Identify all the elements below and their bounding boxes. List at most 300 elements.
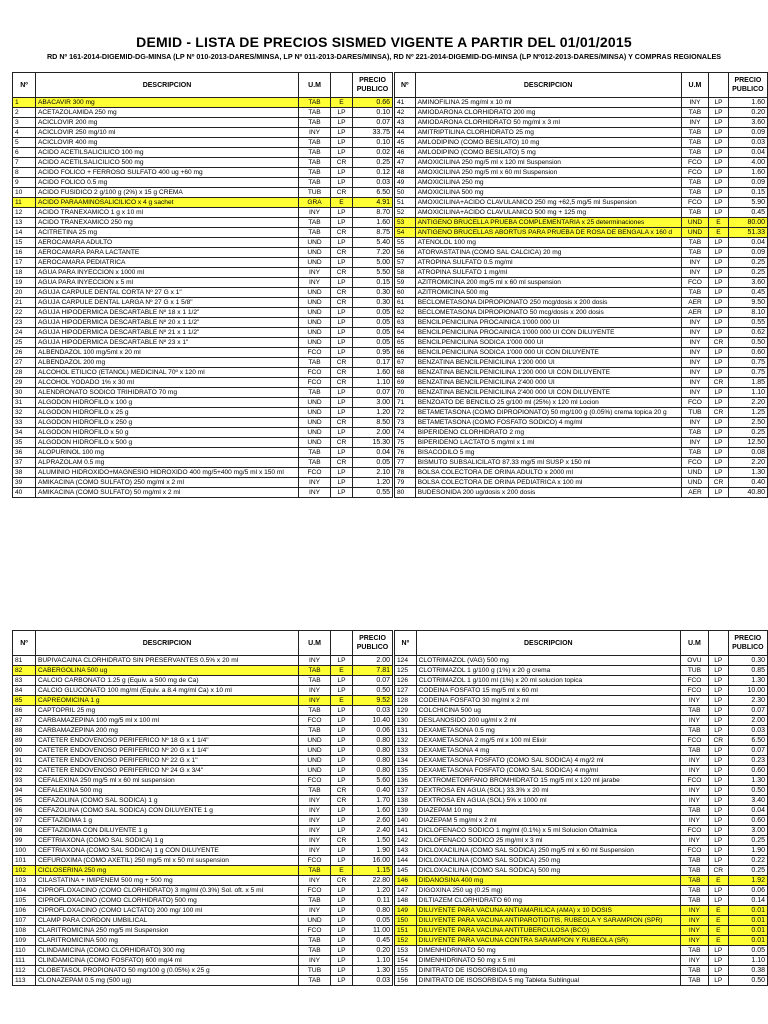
row-type: LP <box>708 896 728 906</box>
table-row <box>395 726 768 736</box>
table-row <box>395 836 768 846</box>
row-price: 2.20 <box>728 398 767 408</box>
row-number: 89 <box>13 736 36 746</box>
row-description: CLOTRIMAZOL 1 g/100 g (1%) x 20 g crema <box>416 666 680 676</box>
row-type: LP <box>331 846 353 856</box>
row-unit: UND <box>299 288 331 298</box>
row-number: 12 <box>13 208 36 218</box>
row-unit: UND <box>299 916 331 926</box>
row-unit: TUB <box>681 408 709 418</box>
table-row <box>395 926 768 936</box>
table-row <box>13 168 393 178</box>
row-unit: UND <box>299 328 331 338</box>
row-number: 55 <box>395 238 416 248</box>
table-row <box>395 338 768 348</box>
table-row <box>13 686 393 696</box>
row-unit: INY <box>299 876 331 886</box>
row-number: 130 <box>395 716 417 726</box>
table-row <box>13 368 393 378</box>
row-number: 100 <box>13 846 36 856</box>
row-description: DEXAMETASONA 0.5 mg <box>416 726 680 736</box>
row-unit: TAB <box>681 188 709 198</box>
row-type: CR <box>331 418 353 428</box>
row-description: AGUA PARA INYECCION x 5 ml <box>36 278 299 288</box>
row-description: BUDESONIDA 200 ug/dosis x 200 dosis <box>415 488 681 498</box>
row-description: CEFUROXIMA (COMO AXETIL) 250 mg/5 ml x 50 ml suspension <box>36 856 299 866</box>
row-unit: TAB <box>680 726 708 736</box>
row-description: BECLOMETASONA DIPROPIONATO 50 mcg/dosis x 200 dosis <box>415 308 681 318</box>
row-type: E <box>331 198 353 208</box>
row-unit: TAB <box>680 896 708 906</box>
row-unit: INY <box>299 128 331 138</box>
row-number: 26 <box>13 348 36 358</box>
row-unit: FCO <box>681 458 709 468</box>
row-price: 0.66 <box>353 98 393 108</box>
row-unit: TAB <box>299 976 331 986</box>
row-unit: FCO <box>680 686 708 696</box>
row-type: LP <box>331 468 353 478</box>
table-row <box>13 398 393 408</box>
row-unit: TAB <box>680 746 708 756</box>
row-price: 1.90 <box>353 846 393 856</box>
row-unit: TAB <box>299 358 331 368</box>
row-description: CEFTAZIDIMA CON DILUYENTE 1 g <box>36 826 299 836</box>
row-price: 0.03 <box>353 178 393 188</box>
row-number: 104 <box>13 886 36 896</box>
row-unit: FCO <box>299 716 331 726</box>
row-price: 1.60 <box>728 168 767 178</box>
row-unit: TAB <box>681 288 709 298</box>
row-price: 0.01 <box>728 926 767 936</box>
row-unit: INY <box>681 328 709 338</box>
row-number: 4 <box>13 128 36 138</box>
row-number: 56 <box>395 248 416 258</box>
row-type: CR <box>331 876 353 886</box>
row-number: 30 <box>13 388 36 398</box>
row-price: 4.00 <box>728 158 767 168</box>
row-description: BENCILPENICILINA SODICA 1'000 000 UI CON DILUYENTE <box>415 348 681 358</box>
row-description: DINITRATO DE ISOSORBIDA 10 mg <box>416 966 680 976</box>
row-type: LP <box>331 716 353 726</box>
row-description: AMIKACINA (COMO SULFATO) 50 mg/ml x 2 ml <box>36 488 299 498</box>
row-unit: TAB <box>299 108 331 118</box>
table-row <box>13 158 393 168</box>
row-type: LP <box>708 886 728 896</box>
document-subtitle: RD Nº 161-2014-DIGEMID-DG-MINSA (LP Nº 010-2013-DARES/MINSA, LP Nº 011-2013-DARES/MINSA), RD Nº 221-2014-DIGEMID-DG-MINSA (LP Nº012-2013-DARES/MINSA) Y COMPRAS REGIONALES <box>46 52 722 61</box>
table-row <box>395 816 768 826</box>
row-description: DEXTROMETORFANO BROMHIDRATO 15 mg/5 ml x 120 ml jarabe <box>416 776 680 786</box>
row-type: LP <box>331 108 353 118</box>
row-unit: TAB <box>680 886 708 896</box>
row-unit: INY <box>680 956 708 966</box>
col-header-um: U.M <box>299 631 331 656</box>
row-unit: UND <box>299 258 331 268</box>
table-row <box>13 836 393 846</box>
row-price: 1.60 <box>353 218 393 228</box>
row-price: 0.25 <box>728 428 767 438</box>
row-type: LP <box>709 488 729 498</box>
row-type: LP <box>708 846 728 856</box>
table-row <box>13 448 393 458</box>
row-type: LP <box>331 706 353 716</box>
row-unit: FCO <box>680 776 708 786</box>
col-header-price <box>728 73 767 98</box>
row-number: 141 <box>395 826 417 836</box>
row-type: LP <box>709 168 729 178</box>
table-row <box>395 488 768 498</box>
row-unit: AER <box>681 308 709 318</box>
table-row <box>13 806 393 816</box>
row-price: 0.12 <box>353 168 393 178</box>
row-description: AMIODARONA CLORHIDRATO 200 mg <box>415 108 681 118</box>
row-type: LP <box>331 946 353 956</box>
row-type: LP <box>709 398 729 408</box>
table-row <box>13 418 393 428</box>
row-price: 2.50 <box>728 418 767 428</box>
row-number: 95 <box>13 796 36 806</box>
row-number: 154 <box>395 956 417 966</box>
row-price: 0.62 <box>728 328 767 338</box>
row-number: 45 <box>395 138 416 148</box>
row-description: BOLSA COLECTORA DE ORINA ADULTO x 2000 ml <box>415 468 681 478</box>
row-unit: UND <box>299 248 331 258</box>
row-description: CEFTRIAXONA (COMO SAL SODICA) 1 g CON DILUYENTE <box>36 846 299 856</box>
table-row <box>395 348 768 358</box>
col-header-um: U.M <box>681 73 709 98</box>
col-header-um: U.M <box>680 631 708 656</box>
row-number: 15 <box>13 238 36 248</box>
row-type: LP <box>331 448 353 458</box>
row-type: LP <box>709 388 729 398</box>
row-description: CARBAMAZEPINA 200 mg <box>36 726 299 736</box>
row-description: ALENDRONATO SODICO TRIHIDRATO 70 mg <box>36 388 299 398</box>
row-number: 96 <box>13 806 36 816</box>
row-description: BUPIVACAINA CLORHIDRATO SIN PRESERVANTES 0.5% x 20 ml <box>36 656 299 666</box>
row-description: CLOBETASOL PROPIONATO 50 mg/100 g (0.05%) x 25 g <box>36 966 299 976</box>
table-row <box>13 886 393 896</box>
row-number: 152 <box>395 936 417 946</box>
row-type: CR <box>331 248 353 258</box>
row-number: 151 <box>395 926 417 936</box>
row-number: 112 <box>13 966 36 976</box>
row-unit: UND <box>299 238 331 248</box>
row-price: 5.00 <box>353 258 393 268</box>
row-type: CR <box>331 786 353 796</box>
row-number: 126 <box>395 676 417 686</box>
row-type: LP <box>331 318 353 328</box>
row-type: LP <box>708 716 728 726</box>
row-number: 60 <box>395 288 416 298</box>
row-type: E <box>708 906 728 916</box>
row-description: AGUJA HIPODERMICA DESCARTABLE Nº 18 x 1 1/2" <box>36 308 299 318</box>
row-type: LP <box>331 656 353 666</box>
row-description: ACIDO ACETILSALICILICO 100 mg <box>36 148 299 158</box>
table-row <box>13 876 393 886</box>
table-row <box>13 278 393 288</box>
row-number: 21 <box>13 298 36 308</box>
row-description: CEFAZOLINA (COMO SAL SODICA) CON DILUYENTE 1 g <box>36 806 299 816</box>
row-number: 69 <box>395 378 416 388</box>
row-price: 1.60 <box>353 806 393 816</box>
row-type: LP <box>708 976 728 986</box>
table-row <box>395 478 768 488</box>
row-price: 0.02 <box>353 148 393 158</box>
row-unit: FCO <box>299 886 331 896</box>
row-price: 0.25 <box>353 158 393 168</box>
row-type: LP <box>708 756 728 766</box>
table-row <box>13 746 393 756</box>
row-price: 1.10 <box>728 388 767 398</box>
row-description: ACITRETINA 25 mg <box>36 228 299 238</box>
row-type: LP <box>331 826 353 836</box>
col-header-price-line2: PUBLICO <box>732 644 764 651</box>
row-description: COLCHICINA 500 ug <box>416 706 680 716</box>
row-type: CR <box>331 188 353 198</box>
row-unit: FCO <box>681 158 709 168</box>
table-row <box>13 238 393 248</box>
table-row <box>395 776 768 786</box>
row-number: 127 <box>395 686 417 696</box>
table-row <box>13 188 393 198</box>
row-unit: INY <box>299 836 331 846</box>
row-unit: FCO <box>680 826 708 836</box>
row-number: 34 <box>13 428 36 438</box>
row-description: DEXTROSA EN AGUA (SOL) 5% x 1000 ml <box>416 796 680 806</box>
row-price: 0.07 <box>728 746 767 756</box>
row-price: 1.25 <box>728 408 767 418</box>
row-unit: TAB <box>299 786 331 796</box>
table-row <box>395 108 768 118</box>
row-type: LP <box>709 248 729 258</box>
row-price: 3.40 <box>728 796 767 806</box>
row-number: 6 <box>13 148 36 158</box>
row-unit: UND <box>299 298 331 308</box>
row-number: 129 <box>395 706 417 716</box>
row-type: LP <box>331 976 353 986</box>
row-type: LP <box>708 946 728 956</box>
row-unit: INY <box>680 786 708 796</box>
row-type: LP <box>331 428 353 438</box>
row-description: ABACAVIR 300 mg <box>36 98 299 108</box>
row-type: LP <box>709 328 729 338</box>
row-description: ALUMINIO HIDROXIDO+MAGNESIO HIDROXIDO 400 mg/5+400 mg/5 ml x 150 ml <box>36 468 299 478</box>
row-type: LP <box>331 926 353 936</box>
row-price: 8.10 <box>728 308 767 318</box>
table-row <box>13 906 393 916</box>
row-type: LP <box>331 726 353 736</box>
row-type: E <box>708 876 728 886</box>
table-row <box>395 388 768 398</box>
row-unit: OVU <box>680 656 708 666</box>
row-price: 0.60 <box>728 766 767 776</box>
table-row <box>395 358 768 368</box>
row-unit: TUB <box>299 966 331 976</box>
row-number: 27 <box>13 358 36 368</box>
row-description: CLONAZEPAM 0.5 mg (500 ug) <box>36 976 299 986</box>
row-type: CR <box>331 228 353 238</box>
row-price: 5.50 <box>353 268 393 278</box>
row-type: LP <box>708 806 728 816</box>
col-header-num: Nº <box>13 631 36 656</box>
row-number: 108 <box>13 926 36 936</box>
row-type: LP <box>709 118 729 128</box>
row-price: 0.45 <box>728 288 767 298</box>
row-unit: TAB <box>299 666 331 676</box>
row-description: DESLANOSIDO 200 ug/ml x 2 ml <box>416 716 680 726</box>
table-row <box>13 726 393 736</box>
row-unit: FCO <box>299 856 331 866</box>
row-description: ACIDO FUSIDICO 2 g/100 g (2%) x 15 g CREMA <box>36 188 299 198</box>
row-unit: TAB <box>299 98 331 108</box>
row-number: 146 <box>395 876 417 886</box>
row-description: AGUJA HIPODERMICA DESCARTABLE Nº 20 x 1 1/2" <box>36 318 299 328</box>
row-price: 0.05 <box>728 946 767 956</box>
row-price: 1.50 <box>353 836 393 846</box>
row-number: 19 <box>13 278 36 288</box>
row-unit: INY <box>681 318 709 328</box>
row-price: 0.30 <box>353 298 393 308</box>
row-unit: TAB <box>299 148 331 158</box>
row-price: 2.00 <box>353 656 393 666</box>
row-description: CEFTRIAXONA (COMO SAL SODICA) 1 g <box>36 836 299 846</box>
row-price: 0.15 <box>728 188 767 198</box>
col-header-description: DESCRIPCION <box>36 73 299 98</box>
row-unit: FCO <box>680 736 708 746</box>
row-price: 0.50 <box>353 686 393 696</box>
row-number: 74 <box>395 428 416 438</box>
table-row <box>13 128 393 138</box>
row-type: LP <box>708 706 728 716</box>
row-description: AMINOFILINA 25 mg/ml x 10 ml <box>415 98 681 108</box>
row-unit: TAB <box>680 856 708 866</box>
row-type: LP <box>708 676 728 686</box>
row-description: DIGOXINA 250 ug (0.25 mg) <box>416 886 680 896</box>
table-row <box>13 198 393 208</box>
table-row <box>395 368 768 378</box>
table-row <box>13 856 393 866</box>
row-description: CEFALEXINA 250 mg/5 ml x 60 ml suspension <box>36 776 299 786</box>
row-description: CAPTOPRIL 25 mg <box>36 706 299 716</box>
row-description: DILUYENTE PARA VACUNA ANTIPAROTIDITIS, RUBEOLA Y SARAMPION (SPR) <box>416 916 680 926</box>
row-type: LP <box>331 258 353 268</box>
row-unit: UND <box>299 318 331 328</box>
row-number: 58 <box>395 268 416 278</box>
table-row <box>395 806 768 816</box>
row-number: 48 <box>395 168 416 178</box>
row-type: LP <box>709 358 729 368</box>
row-price: 0.55 <box>728 318 767 328</box>
row-number: 94 <box>13 786 36 796</box>
row-type: CR <box>331 158 353 168</box>
row-unit: INY <box>680 696 708 706</box>
row-unit: INY <box>680 836 708 846</box>
row-type: LP <box>331 886 353 896</box>
row-type: CR <box>709 378 729 388</box>
table-row <box>13 298 393 308</box>
table-row <box>395 408 768 418</box>
row-description: BETAMETASONA (COMO DIPROPIONATO) 50 mg/100 g (0.05%) crema topica 20 g <box>415 408 681 418</box>
row-unit: FCO <box>299 368 331 378</box>
row-description: CLOTRIMAZOL (VAG) 500 mg <box>416 656 680 666</box>
row-type: LP <box>331 218 353 228</box>
row-number: 145 <box>395 866 417 876</box>
row-type: LP <box>331 278 353 288</box>
table-row <box>395 128 768 138</box>
table-row <box>13 916 393 926</box>
row-price: 0.60 <box>728 348 767 358</box>
row-description: CATETER ENDOVENOSO PERIFERICO Nº 18 G x 1 1/4" <box>36 736 299 746</box>
row-price: 0.55 <box>353 488 393 498</box>
table-row <box>13 468 393 478</box>
table-row <box>13 926 393 936</box>
row-unit: TAB <box>680 946 708 956</box>
row-number: 109 <box>13 936 36 946</box>
row-number: 91 <box>13 756 36 766</box>
table-row <box>13 766 393 776</box>
row-number: 133 <box>395 746 417 756</box>
table-row <box>395 258 768 268</box>
row-type: LP <box>709 318 729 328</box>
row-number: 64 <box>395 328 416 338</box>
row-type: LP <box>331 478 353 488</box>
table-row <box>395 248 768 258</box>
row-number: 86 <box>13 706 36 716</box>
row-type: LP <box>331 388 353 398</box>
row-price: 1.20 <box>353 408 393 418</box>
row-unit: INY <box>299 488 331 498</box>
col-header-um: U.M <box>299 73 331 98</box>
row-number: 132 <box>395 736 417 746</box>
row-price: 2.00 <box>728 716 767 726</box>
row-number: 149 <box>395 906 417 916</box>
table-row <box>395 906 768 916</box>
row-description: ACICLOVIR 200 mg <box>36 118 299 128</box>
table-row <box>13 378 393 388</box>
row-unit: TAB <box>299 946 331 956</box>
table-row <box>13 756 393 766</box>
row-unit: UND <box>681 228 709 238</box>
table-row <box>395 318 768 328</box>
row-price: 1.92 <box>728 876 767 886</box>
row-number: 51 <box>395 198 416 208</box>
row-unit: INY <box>681 358 709 368</box>
row-number: 150 <box>395 916 417 926</box>
row-number: 65 <box>395 338 416 348</box>
row-description: ACIDO TRANEXAMICO 250 mg <box>36 218 299 228</box>
row-price: 16.00 <box>353 856 393 866</box>
row-number: 103 <box>13 876 36 886</box>
row-unit: UND <box>299 736 331 746</box>
row-price: 0.75 <box>728 368 767 378</box>
row-type: LP <box>708 816 728 826</box>
row-type: LP <box>331 906 353 916</box>
row-unit: INY <box>680 816 708 826</box>
row-description: BENZATINA BENCILPENICILINA 2'400 000 UI CON DILUYENTE <box>415 388 681 398</box>
row-type: CR <box>331 458 353 468</box>
row-description: DILUYENTE PARA VACUNA ANTITUBERCULOSA (BCG) <box>416 926 680 936</box>
row-description: AMIKACINA (COMO SULFATO) 250 mg/ml x 2 ml <box>36 478 299 488</box>
row-type: LP <box>331 348 353 358</box>
row-number: 62 <box>395 308 416 318</box>
row-type: LP <box>709 128 729 138</box>
row-number: 36 <box>13 448 36 458</box>
row-unit: TAB <box>681 108 709 118</box>
row-description: CLINDAMICINA (COMO CLORHIDRATO) 300 mg <box>36 946 299 956</box>
row-number: 31 <box>13 398 36 408</box>
row-type: E <box>331 866 353 876</box>
row-unit: TUB <box>299 188 331 198</box>
row-number: 52 <box>395 208 416 218</box>
